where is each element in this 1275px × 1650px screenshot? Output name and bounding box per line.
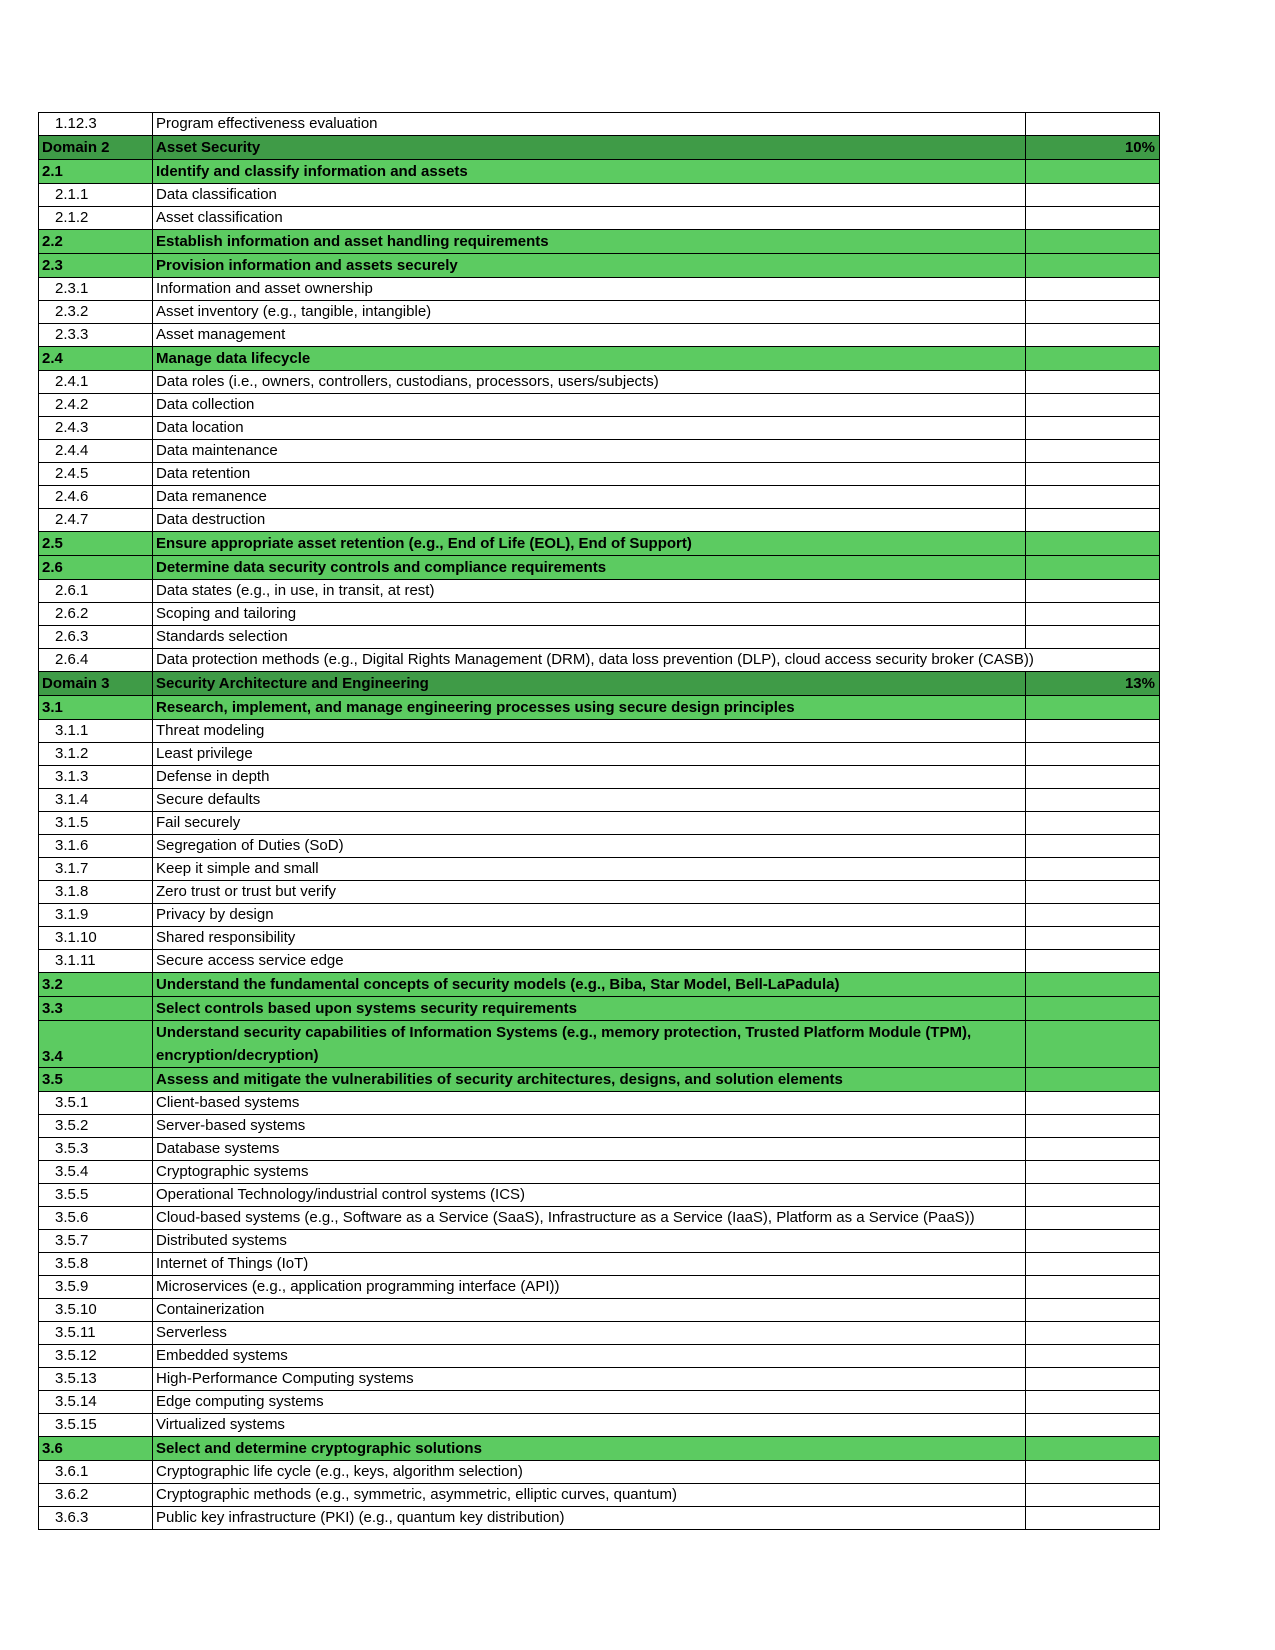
domain-weight — [1026, 1437, 1160, 1461]
item-row — [39, 789, 1160, 812]
objective-title: Establish information and asset handling requirements — [153, 230, 1026, 254]
item-row — [39, 301, 1160, 324]
section-row — [39, 556, 1160, 580]
objective-number: 3.5.3 — [39, 1138, 153, 1161]
objective-number: 3.5 — [39, 1068, 153, 1092]
domain-weight — [1026, 603, 1160, 626]
item-row — [39, 1368, 1160, 1391]
domain-weight — [1026, 1161, 1160, 1184]
objective-number: 2.4.3 — [39, 417, 153, 440]
objective-number: 3.1.4 — [39, 789, 153, 812]
objective-title: Data maintenance — [153, 440, 1026, 463]
objective-number: 2.4.7 — [39, 509, 153, 532]
objective-title: Scoping and tailoring — [153, 603, 1026, 626]
item-row — [39, 371, 1160, 394]
domain-weight — [1026, 278, 1160, 301]
item-row — [39, 766, 1160, 789]
objective-title: Secure defaults — [153, 789, 1026, 812]
objective-number: 2.3.3 — [39, 324, 153, 347]
domain-weight — [1026, 950, 1160, 973]
domain-weight: 13% — [1026, 672, 1160, 696]
item-row — [39, 1276, 1160, 1299]
domain-weight — [1026, 1138, 1160, 1161]
domain-weight — [1026, 743, 1160, 766]
objective-title: Threat modeling — [153, 720, 1026, 743]
domain-weight — [1026, 1207, 1160, 1230]
domain-weight — [1026, 1391, 1160, 1414]
domain-weight — [1026, 1484, 1160, 1507]
section-row — [39, 347, 1160, 371]
item-row — [39, 1207, 1160, 1230]
objective-title: Understand the fundamental concepts of security models (e.g., Biba, Star Model, Bell-LaPadula) — [153, 973, 1026, 997]
domain-weight — [1026, 1345, 1160, 1368]
objective-number: 3.1 — [39, 696, 153, 720]
domain-weight — [1026, 789, 1160, 812]
domain-weight — [1026, 509, 1160, 532]
item-row — [39, 207, 1160, 230]
objective-title: Keep it simple and small — [153, 858, 1026, 881]
objective-title: Privacy by design — [153, 904, 1026, 927]
objective-number: 3.4 — [39, 1021, 153, 1068]
domain-weight — [1026, 1115, 1160, 1138]
domain-weight — [1026, 1021, 1160, 1068]
domain-weight — [1026, 113, 1160, 136]
item-row — [39, 1484, 1160, 1507]
objective-title: Program effectiveness evaluation — [153, 113, 1026, 136]
domain-weight — [1026, 394, 1160, 417]
item-row — [39, 1507, 1160, 1530]
item-row — [39, 1299, 1160, 1322]
item-row — [39, 463, 1160, 486]
objective-number: 3.1.7 — [39, 858, 153, 881]
objective-number: 3.5.4 — [39, 1161, 153, 1184]
objective-number: Domain 2 — [39, 136, 153, 160]
objective-number: 2.4.4 — [39, 440, 153, 463]
domain-weight — [1026, 1299, 1160, 1322]
objective-title: Zero trust or trust but verify — [153, 881, 1026, 904]
objective-title: Internet of Things (IoT) — [153, 1253, 1026, 1276]
item-row — [39, 1253, 1160, 1276]
domain-weight — [1026, 858, 1160, 881]
objective-number: 2.6.3 — [39, 626, 153, 649]
objective-title: Asset management — [153, 324, 1026, 347]
objective-number: 3.5.6 — [39, 1207, 153, 1230]
objective-number: 3.5.11 — [39, 1322, 153, 1345]
item-row — [39, 603, 1160, 626]
objective-title: Asset classification — [153, 207, 1026, 230]
section-row — [39, 254, 1160, 278]
domain-weight — [1026, 696, 1160, 720]
objective-number: 3.5.1 — [39, 1092, 153, 1115]
domain-weight — [1026, 556, 1160, 580]
item-row — [39, 1092, 1160, 1115]
objective-title: Distributed systems — [153, 1230, 1026, 1253]
objective-number: 2.3.2 — [39, 301, 153, 324]
objective-title: Understand security capabilities of Information Systems (e.g., memory protection, Trusted Platform Module (TPM), encryption/decryption) — [153, 1021, 1026, 1068]
item-row — [39, 649, 1160, 672]
objective-title: Server-based systems — [153, 1115, 1026, 1138]
objective-number: 2.5 — [39, 532, 153, 556]
objective-title: Asset inventory (e.g., tangible, intangible) — [153, 301, 1026, 324]
objective-number: 3.5.13 — [39, 1368, 153, 1391]
objective-title: Security Architecture and Engineering — [153, 672, 1026, 696]
objective-number: Domain 3 — [39, 672, 153, 696]
objectives-table-body — [39, 113, 1160, 1530]
objective-number: 3.1.2 — [39, 743, 153, 766]
objective-number: 2.6.2 — [39, 603, 153, 626]
domain-weight — [1026, 371, 1160, 394]
objective-number: 2.6.4 — [39, 649, 153, 672]
objective-title: Serverless — [153, 1322, 1026, 1345]
item-row — [39, 835, 1160, 858]
objective-title: Secure access service edge — [153, 950, 1026, 973]
item-row — [39, 1345, 1160, 1368]
domain-weight — [1026, 1092, 1160, 1115]
domain-weight — [1026, 997, 1160, 1021]
item-row — [39, 1161, 1160, 1184]
objective-number: 3.1.11 — [39, 950, 153, 973]
objective-title: Segregation of Duties (SoD) — [153, 835, 1026, 858]
objective-number: 2.4.2 — [39, 394, 153, 417]
section-row — [39, 997, 1160, 1021]
objective-title: Data roles (i.e., owners, controllers, custodians, processors, users/subjects) — [153, 371, 1026, 394]
objective-number: 3.1.8 — [39, 881, 153, 904]
objective-title: Provision information and assets securely — [153, 254, 1026, 278]
item-row — [39, 184, 1160, 207]
objective-title: Defense in depth — [153, 766, 1026, 789]
section-row — [39, 973, 1160, 997]
item-row — [39, 1414, 1160, 1437]
objective-title: Identify and classify information and assets — [153, 160, 1026, 184]
section-row — [39, 1021, 1160, 1068]
objective-title: Data states (e.g., in use, in transit, at rest) — [153, 580, 1026, 603]
objective-number: 2.2 — [39, 230, 153, 254]
item-row — [39, 720, 1160, 743]
domain-weight — [1026, 904, 1160, 927]
objective-title: Cryptographic life cycle (e.g., keys, algorithm selection) — [153, 1461, 1026, 1484]
objective-title: Select and determine cryptographic solutions — [153, 1437, 1026, 1461]
objective-title: Cryptographic systems — [153, 1161, 1026, 1184]
objective-number: 3.1.1 — [39, 720, 153, 743]
objective-title: Ensure appropriate asset retention (e.g., End of Life (EOL), End of Support) — [153, 532, 1026, 556]
objective-number: 2.4 — [39, 347, 153, 371]
item-row — [39, 580, 1160, 603]
domain-weight — [1026, 230, 1160, 254]
domain-weight — [1026, 207, 1160, 230]
objective-number: 3.5.9 — [39, 1276, 153, 1299]
objective-number: 2.6.1 — [39, 580, 153, 603]
domain-weight — [1026, 254, 1160, 278]
domain-weight — [1026, 1068, 1160, 1092]
objective-number: 3.1.5 — [39, 812, 153, 835]
objective-title: Client-based systems — [153, 1092, 1026, 1115]
objective-number: 3.1.10 — [39, 927, 153, 950]
objective-number: 2.1 — [39, 160, 153, 184]
domain-weight — [1026, 417, 1160, 440]
objective-title: Asset Security — [153, 136, 1026, 160]
domain-weight — [1026, 486, 1160, 509]
section-row — [39, 230, 1160, 254]
domain-weight — [1026, 1184, 1160, 1207]
objective-title: Containerization — [153, 1299, 1026, 1322]
domain-weight — [1026, 835, 1160, 858]
domain-weight — [1026, 881, 1160, 904]
objective-number: 2.3.1 — [39, 278, 153, 301]
domain-weight — [1026, 1276, 1160, 1299]
objective-title: Embedded systems — [153, 1345, 1026, 1368]
objective-title: Public key infrastructure (PKI) (e.g., quantum key distribution) — [153, 1507, 1026, 1530]
item-row — [39, 927, 1160, 950]
objective-number: 3.5.8 — [39, 1253, 153, 1276]
item-row — [39, 417, 1160, 440]
objective-title: Operational Technology/industrial control systems (ICS) — [153, 1184, 1026, 1207]
objective-title: Cryptographic methods (e.g., symmetric, asymmetric, elliptic curves, quantum) — [153, 1484, 1026, 1507]
domain-weight — [1026, 580, 1160, 603]
item-row — [39, 440, 1160, 463]
domain-weight — [1026, 812, 1160, 835]
objective-number: 3.6 — [39, 1437, 153, 1461]
objective-number: 3.1.6 — [39, 835, 153, 858]
item-row — [39, 950, 1160, 973]
section-row — [39, 532, 1160, 556]
objective-number: 3.5.10 — [39, 1299, 153, 1322]
objective-title: Research, implement, and manage engineering processes using secure design principles — [153, 696, 1026, 720]
objective-title: Information and asset ownership — [153, 278, 1026, 301]
objective-number: 3.2 — [39, 973, 153, 997]
item-row — [39, 324, 1160, 347]
domain-weight — [1026, 973, 1160, 997]
section-row — [39, 1437, 1160, 1461]
objective-title: Data protection methods (e.g., Digital Rights Management (DRM), data loss prevention (DLP), cloud access security broker (CASB)) — [153, 649, 1160, 672]
domain-weight — [1026, 927, 1160, 950]
domain-weight — [1026, 347, 1160, 371]
domain-weight — [1026, 1507, 1160, 1530]
objective-title: Assess and mitigate the vulnerabilities of security architectures, designs, and solution elements — [153, 1068, 1026, 1092]
domain-weight — [1026, 766, 1160, 789]
domain-weight: 10% — [1026, 136, 1160, 160]
item-row — [39, 486, 1160, 509]
objective-title: Manage data lifecycle — [153, 347, 1026, 371]
objective-number: 3.5.15 — [39, 1414, 153, 1437]
item-row — [39, 626, 1160, 649]
objective-title: Database systems — [153, 1138, 1026, 1161]
item-row — [39, 1461, 1160, 1484]
domain-weight — [1026, 324, 1160, 347]
item-row — [39, 858, 1160, 881]
objective-title: Cloud-based systems (e.g., Software as a Service (SaaS), Infrastructure as a Service (IaaS), Platform as a Service (PaaS)) — [153, 1207, 1026, 1230]
objective-number: 3.5.12 — [39, 1345, 153, 1368]
objective-number: 3.6.3 — [39, 1507, 153, 1530]
item-row — [39, 743, 1160, 766]
objective-number: 3.5.14 — [39, 1391, 153, 1414]
objective-title: Edge computing systems — [153, 1391, 1026, 1414]
objective-title: Virtualized systems — [153, 1414, 1026, 1437]
domain-weight — [1026, 463, 1160, 486]
objective-title: Shared responsibility — [153, 927, 1026, 950]
domain-weight — [1026, 626, 1160, 649]
item-row — [39, 509, 1160, 532]
domain-weight — [1026, 440, 1160, 463]
item-row — [39, 812, 1160, 835]
item-row — [39, 1322, 1160, 1345]
objective-number: 3.6.1 — [39, 1461, 153, 1484]
objective-number: 2.4.1 — [39, 371, 153, 394]
domain-weight — [1026, 184, 1160, 207]
section-row — [39, 160, 1160, 184]
objective-number: 2.4.5 — [39, 463, 153, 486]
item-row — [39, 113, 1160, 136]
domain-weight — [1026, 1253, 1160, 1276]
domain-weight — [1026, 1230, 1160, 1253]
domain-weight — [1026, 160, 1160, 184]
objective-title: Data retention — [153, 463, 1026, 486]
objective-number: 2.6 — [39, 556, 153, 580]
domain-weight — [1026, 301, 1160, 324]
item-row — [39, 394, 1160, 417]
domain-weight — [1026, 532, 1160, 556]
item-row — [39, 1184, 1160, 1207]
objective-title: Least privilege — [153, 743, 1026, 766]
item-row — [39, 1115, 1160, 1138]
domain-row — [39, 672, 1160, 696]
section-row — [39, 696, 1160, 720]
objective-title: Microservices (e.g., application programming interface (API)) — [153, 1276, 1026, 1299]
domain-weight — [1026, 1461, 1160, 1484]
objective-title: Data remanence — [153, 486, 1026, 509]
objective-title: Data destruction — [153, 509, 1026, 532]
domain-weight — [1026, 1322, 1160, 1345]
objective-number: 2.1.1 — [39, 184, 153, 207]
item-row — [39, 904, 1160, 927]
objective-title: Fail securely — [153, 812, 1026, 835]
objective-number: 3.5.2 — [39, 1115, 153, 1138]
objective-title: Data location — [153, 417, 1026, 440]
objective-number: 3.5.7 — [39, 1230, 153, 1253]
item-row — [39, 278, 1160, 301]
item-row — [39, 1138, 1160, 1161]
objective-number: 2.3 — [39, 254, 153, 278]
objective-title: Determine data security controls and compliance requirements — [153, 556, 1026, 580]
domain-row — [39, 136, 1160, 160]
objective-number: 3.1.9 — [39, 904, 153, 927]
item-row — [39, 1230, 1160, 1253]
objective-number: 3.5.5 — [39, 1184, 153, 1207]
domain-weight — [1026, 1368, 1160, 1391]
objective-title: High-Performance Computing systems — [153, 1368, 1026, 1391]
objective-number: 1.12.3 — [39, 113, 153, 136]
item-row — [39, 1391, 1160, 1414]
domain-weight — [1026, 1414, 1160, 1437]
domain-weight — [1026, 720, 1160, 743]
objective-number: 3.6.2 — [39, 1484, 153, 1507]
objectives-table — [38, 112, 1160, 1530]
item-row — [39, 881, 1160, 904]
objective-number: 3.1.3 — [39, 766, 153, 789]
objective-number: 2.4.6 — [39, 486, 153, 509]
objective-title: Standards selection — [153, 626, 1026, 649]
objective-title: Data collection — [153, 394, 1026, 417]
section-row — [39, 1068, 1160, 1092]
objective-number: 3.3 — [39, 997, 153, 1021]
objective-title: Data classification — [153, 184, 1026, 207]
objective-title: Select controls based upon systems security requirements — [153, 997, 1026, 1021]
objective-number: 2.1.2 — [39, 207, 153, 230]
